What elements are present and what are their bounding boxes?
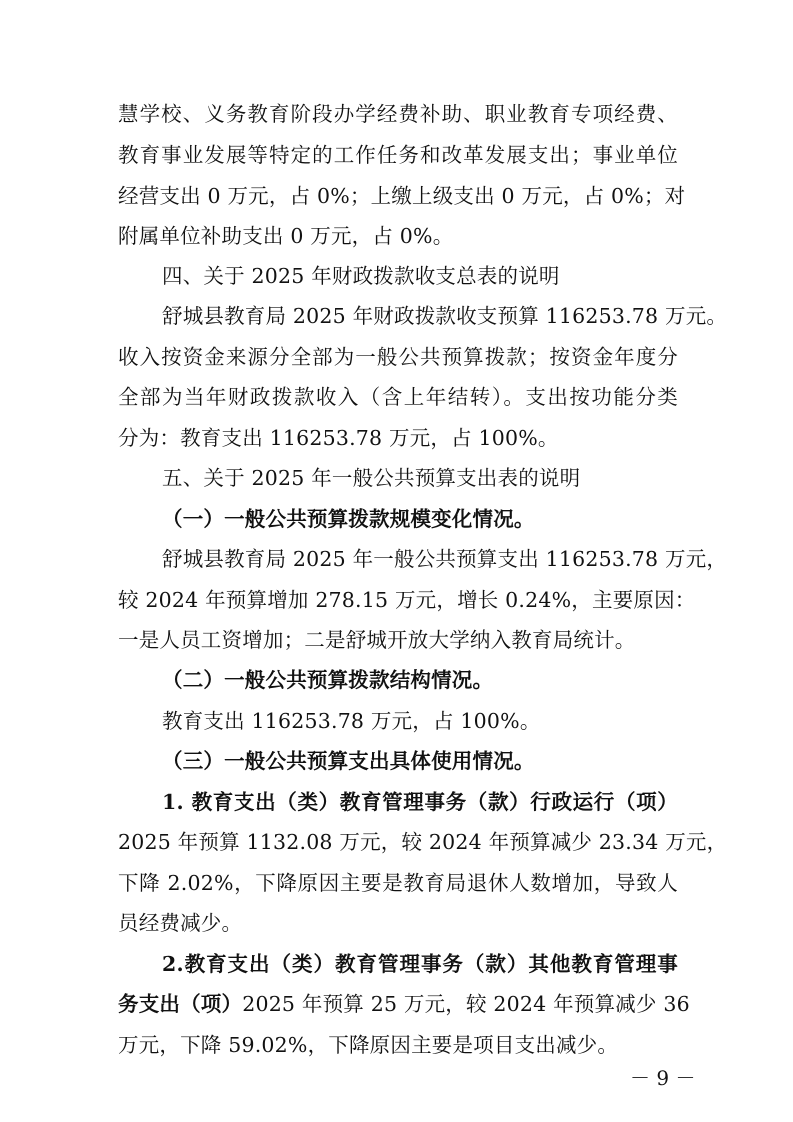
item-heading-2-tail: 务支出（项） xyxy=(118,992,243,1016)
body-line: 经营支出 0 万元，占 0%；上缴上级支出 0 万元，占 0%；对 xyxy=(118,184,686,208)
body-line: 万元，下降 59.02%，下降原因主要是项目支出减少。 xyxy=(118,1033,619,1057)
subheading-1: （一）一般公共预算拨款规模变化情况。 xyxy=(162,507,535,531)
body-line: 教育支出 116253.78 万元，占 100%。 xyxy=(162,709,541,733)
body-line: 下降 2.02%，下降原因主要是教育局退休人数增加，导致人 xyxy=(118,871,678,895)
body-line: 较 2024 年预算增加 278.15 万元，增长 0.24%，主要原因： xyxy=(118,588,696,612)
body-line: 员经费减少。 xyxy=(118,911,243,935)
body-line: 教育事业发展等特定的工作任务和改革发展支出；事业单位 xyxy=(118,143,678,167)
section-heading-5: 五、关于 2025 年一般公共预算支出表的说明 xyxy=(162,466,581,490)
body-line: 舒城县教育局 2025 年财政拨款收支预算 116253.78 万元。 xyxy=(162,304,728,328)
body-line: 慧学校、义务教育阶段办学经费补助、职业教育专项经费、 xyxy=(118,102,678,126)
body-line xyxy=(118,990,690,1018)
body-line: 2025 年预算 1132.08 万元，较 2024 年预算减少 23.34 万元， xyxy=(118,830,728,854)
section-heading-4: 四、关于 2025 年财政拨款收支总表的说明 xyxy=(162,264,560,288)
body-line: 收入按资金来源分全部为一般公共预算拨款；按资金年度分 xyxy=(118,345,678,369)
page-number: － 9 － xyxy=(630,1066,696,1090)
subheading-2: （二）一般公共预算拨款结构情况。 xyxy=(162,668,494,692)
subheading-3: （三）一般公共预算支出具体使用情况。 xyxy=(162,749,535,773)
body-line: 舒城县教育局 2025 年一般公共预算支出 116253.78 万元， xyxy=(162,547,728,571)
body-line: 分为：教育支出 116253.78 万元，占 100%。 xyxy=(118,426,559,450)
item-heading-1: 1. 教育支出（类）教育管理事务（款）行政运行（项） xyxy=(162,790,678,814)
item-2-text: 2025 年预算 25 万元，较 2024 年预算减少 36 xyxy=(242,992,690,1016)
body-line: 一是人员工资增加；二是舒城开放大学纳入教育局统计。 xyxy=(118,628,636,652)
body-line: 全部为当年财政拨款收入（含上年结转）。支出按功能分类 xyxy=(118,385,678,409)
body-line: 附属单位补助支出 0 万元，占 0%。 xyxy=(118,224,454,248)
item-heading-2: 2.教育支出（类）教育管理事务（款）其他教育管理事 xyxy=(162,952,678,976)
